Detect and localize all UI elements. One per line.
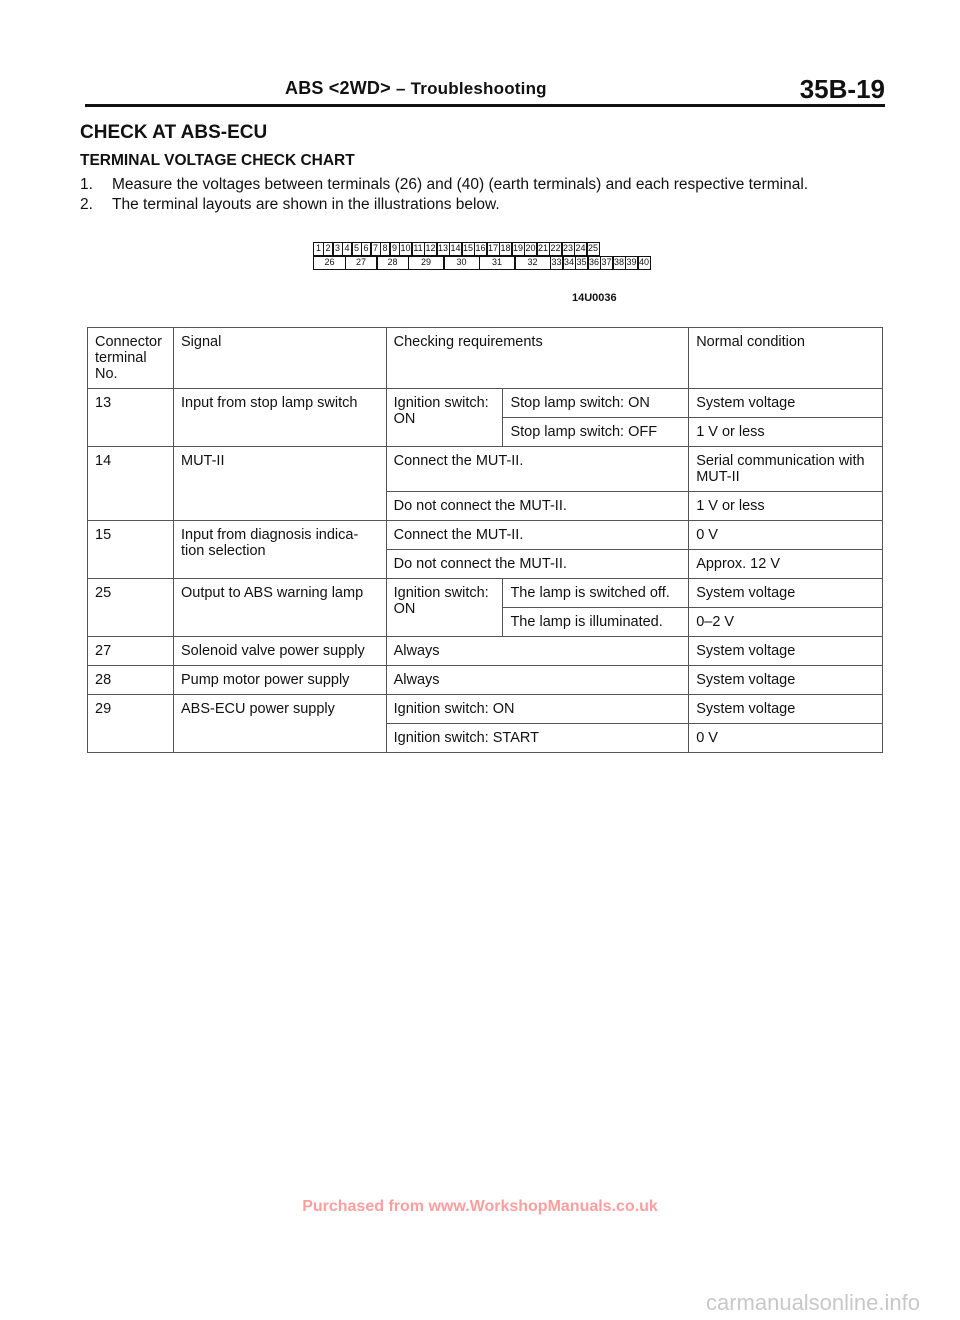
connector-terminal: 11 <box>411 242 425 256</box>
terminal-no: 28 <box>88 666 174 695</box>
connector-terminal: 32 <box>514 256 551 270</box>
normal-condition: 0–2 V <box>689 608 883 637</box>
connector-terminal: 27 <box>345 256 378 270</box>
connector-terminal: 21 <box>536 242 550 256</box>
purchase-footer: Purchased from www.WorkshopManuals.co.uk <box>302 1198 658 1215</box>
table-row <box>88 389 883 418</box>
connector-terminal: 30 <box>443 256 480 270</box>
connector-terminal: 2 <box>323 242 334 256</box>
normal-condition: 1 V or less <box>689 418 883 447</box>
connector-terminal: 23 <box>561 242 575 256</box>
connector-terminal: 24 <box>574 242 588 256</box>
header-terminal: Connector terminal No. <box>88 328 174 389</box>
connector-terminal: 6 <box>361 242 372 256</box>
connector-terminal: 5 <box>351 242 362 256</box>
connector-terminal: 20 <box>524 242 538 256</box>
connector-row-top <box>313 242 650 256</box>
connector-terminal: 37 <box>600 256 614 270</box>
normal-condition: System voltage <box>689 389 883 418</box>
instruction-number: 1. <box>80 176 93 193</box>
normal-condition: 0 V <box>689 521 883 550</box>
connector-terminal: 14 <box>449 242 463 256</box>
normal-condition: System voltage <box>689 579 883 608</box>
normal-condition: System voltage <box>689 695 883 724</box>
normal-condition: Serial communication with MUT-II <box>689 447 883 492</box>
instructions <box>80 175 900 215</box>
signal: ABS-ECU power supply <box>173 695 386 753</box>
condition: Always <box>386 637 689 666</box>
terminal-no: 15 <box>88 521 174 579</box>
signal: Pump motor power supply <box>173 666 386 695</box>
connector-terminal: 1 <box>313 242 324 256</box>
instruction-item <box>80 175 900 195</box>
connector-terminal: 7 <box>370 242 381 256</box>
condition: Do not connect the MUT-II. <box>386 492 689 521</box>
signal: MUT-II <box>173 447 386 521</box>
instruction-text: The terminal layouts are shown in the illustrations below. <box>112 196 500 213</box>
connector-terminal: 9 <box>389 242 400 256</box>
page-header <box>85 76 885 106</box>
sub-condition: Stop lamp switch: OFF <box>503 418 689 447</box>
table-row <box>88 579 883 608</box>
connector-terminal: 26 <box>313 256 346 270</box>
connector-terminal: 17 <box>486 242 500 256</box>
header-checking: Checking requirements <box>386 328 689 389</box>
table-row <box>88 447 883 492</box>
terminal-no: 29 <box>88 695 174 753</box>
signal: Solenoid valve power supply <box>173 637 386 666</box>
section-title: CHECK AT ABS-ECU <box>80 122 268 143</box>
connector-terminal: 3 <box>332 242 343 256</box>
condition: Connect the MUT-II. <box>386 447 689 492</box>
connector-terminal: 25 <box>586 242 600 256</box>
header-normal: Normal condition <box>689 328 883 389</box>
sub-condition: Stop lamp switch: ON <box>503 389 689 418</box>
header-title-main: ABS <2WD> <box>285 78 391 98</box>
page-number: 35B-19 <box>799 74 885 104</box>
instruction-text: Measure the voltages between terminals (26) and (40) (earth terminals) and each respective terminal. <box>112 176 809 193</box>
table-row <box>88 521 883 550</box>
header-signal: Signal <box>173 328 386 389</box>
connector-terminal: 18 <box>499 242 513 256</box>
connector-terminal: 33 <box>550 256 564 270</box>
connector-terminal: 39 <box>625 256 639 270</box>
connector-terminal: 29 <box>408 256 445 270</box>
sub-condition: The lamp is illuminated. <box>503 608 689 637</box>
table-row <box>88 637 883 666</box>
connector-terminal: 12 <box>424 242 438 256</box>
normal-condition: System voltage <box>689 666 883 695</box>
condition: Ignition switch: START <box>386 724 689 753</box>
site-watermark: carmanualsonline.info <box>705 1290 920 1315</box>
figure-label: 14U0036 <box>572 292 617 304</box>
condition: Do not connect the MUT-II. <box>386 550 689 579</box>
instruction-item <box>80 195 900 215</box>
condition: Ignition switch: ON <box>386 579 503 637</box>
condition: Ignition switch: ON <box>386 389 503 447</box>
sub-condition: The lamp is switched off. <box>503 579 689 608</box>
signal: Output to ABS warning lamp <box>173 579 386 637</box>
connector-terminal: 10 <box>399 242 413 256</box>
connector-terminal: 13 <box>436 242 450 256</box>
header-rule <box>85 104 885 107</box>
condition: Always <box>386 666 689 695</box>
condition: Connect the MUT-II. <box>386 521 689 550</box>
chart-title: TERMINAL VOLTAGE CHECK CHART <box>80 152 355 169</box>
connector-terminal: 36 <box>587 256 601 270</box>
connector-terminal: 19 <box>511 242 525 256</box>
connector-terminal: 16 <box>474 242 488 256</box>
instruction-number: 2. <box>80 196 93 213</box>
connector-terminal: 4 <box>342 242 353 256</box>
signal: Input from diagnosis indica-tion selection <box>173 521 386 579</box>
header-title-sub: – Troubleshooting <box>396 79 547 98</box>
terminal-no: 13 <box>88 389 174 447</box>
connector-terminal: 38 <box>612 256 626 270</box>
normal-condition: System voltage <box>689 637 883 666</box>
header-title <box>285 78 547 99</box>
normal-condition: 1 V or less <box>689 492 883 521</box>
connector-terminal: 40 <box>637 256 651 270</box>
terminal-voltage-chart <box>87 327 883 753</box>
connector-row-bottom <box>313 256 650 270</box>
signal: Input from stop lamp switch <box>173 389 386 447</box>
table-row <box>88 695 883 724</box>
connector-terminal: 28 <box>376 256 409 270</box>
terminal-no: 25 <box>88 579 174 637</box>
normal-condition: 0 V <box>689 724 883 753</box>
connector-terminal: 15 <box>461 242 475 256</box>
condition: Ignition switch: ON <box>386 695 689 724</box>
connector-terminal-layout <box>313 242 650 270</box>
connector-terminal: 35 <box>575 256 589 270</box>
normal-condition: Approx. 12 V <box>689 550 883 579</box>
table-header-row <box>88 328 883 389</box>
terminal-no: 14 <box>88 447 174 521</box>
connector-terminal: 34 <box>562 256 576 270</box>
connector-terminal: 22 <box>549 242 563 256</box>
connector-terminal: 8 <box>380 242 391 256</box>
terminal-no: 27 <box>88 637 174 666</box>
connector-terminal: 31 <box>479 256 516 270</box>
table-row <box>88 666 883 695</box>
